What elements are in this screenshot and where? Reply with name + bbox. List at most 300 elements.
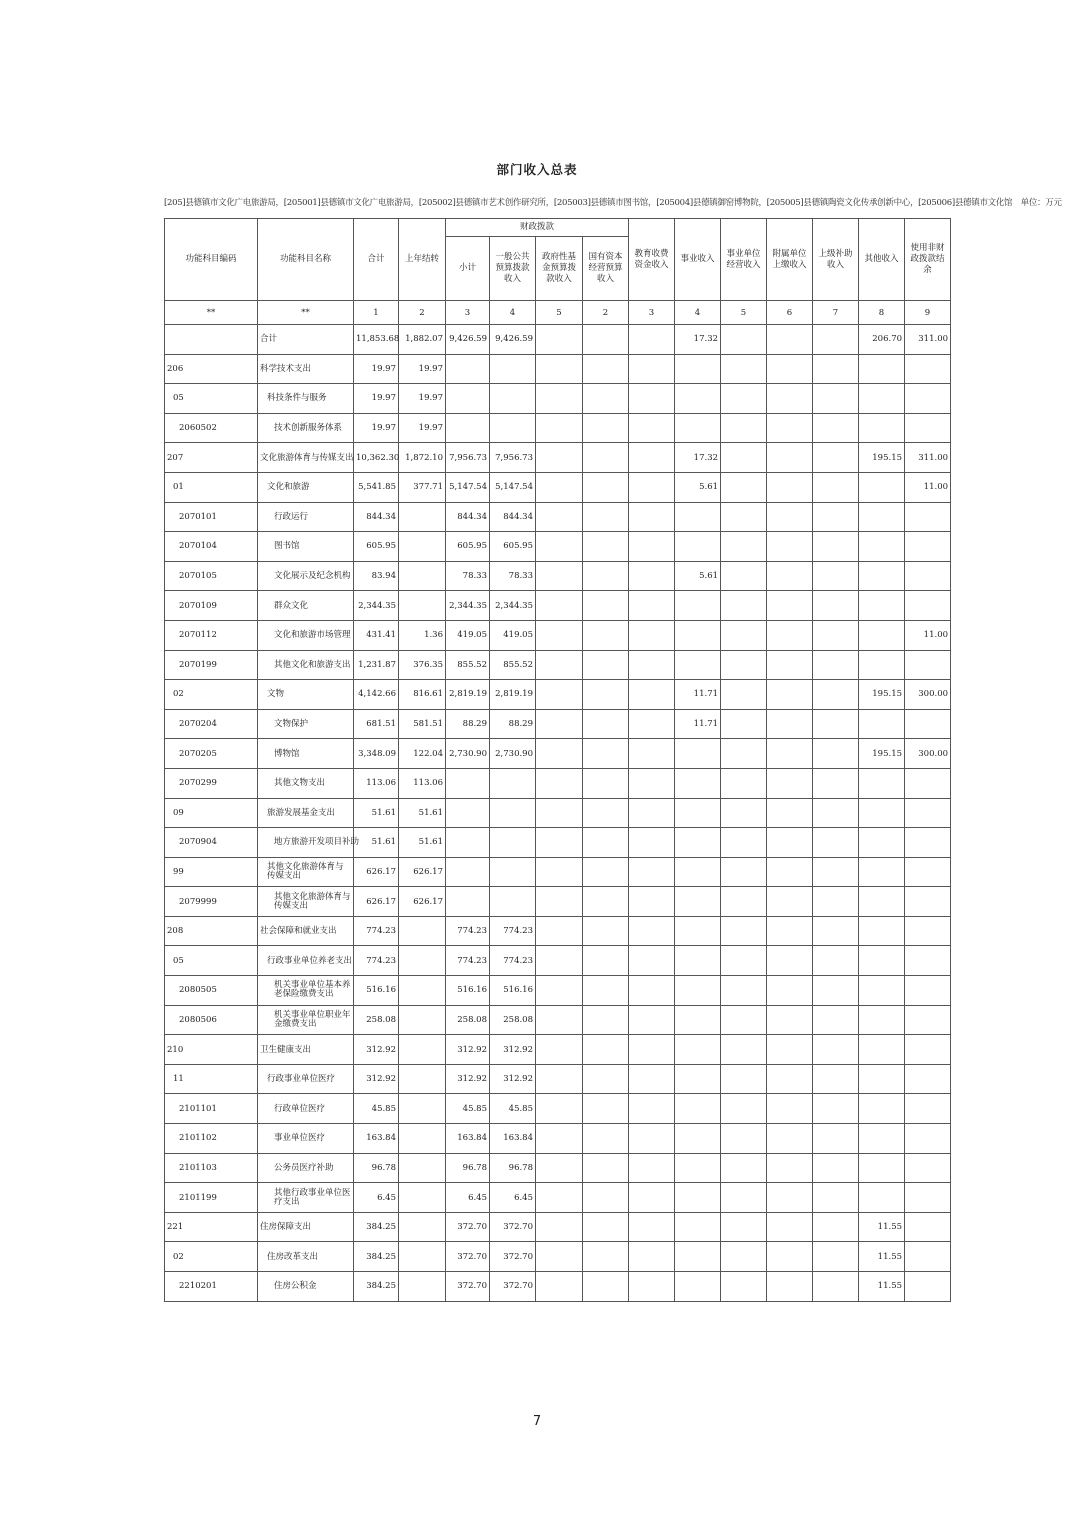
cell-carry: 122.04 bbox=[399, 739, 446, 769]
cell-subunit bbox=[767, 739, 813, 769]
cell-cap bbox=[583, 532, 629, 562]
cell-gov bbox=[536, 591, 583, 621]
table-row bbox=[165, 1183, 951, 1213]
cell-gov bbox=[536, 1242, 583, 1272]
cell-edu bbox=[629, 828, 675, 858]
table-row bbox=[165, 709, 951, 739]
cell-gen: 258.08 bbox=[490, 1005, 536, 1035]
cell-subunit bbox=[767, 1242, 813, 1272]
row-name: 机关事业单位基本养老保险缴费支出 bbox=[258, 976, 354, 1006]
cell-biz bbox=[721, 502, 767, 532]
col-sub-total: 小计 bbox=[446, 237, 490, 301]
cell-subunit bbox=[767, 887, 813, 917]
table-body bbox=[165, 325, 951, 1302]
col-name: 功能科目名称 bbox=[258, 219, 354, 301]
row-name: 群众文化 bbox=[258, 591, 354, 621]
cell-career bbox=[675, 1035, 721, 1065]
cell-other bbox=[859, 976, 905, 1006]
cell-subsidy bbox=[813, 1153, 859, 1183]
table-row bbox=[165, 325, 951, 355]
cell-subsidy bbox=[813, 354, 859, 384]
cell-cap bbox=[583, 591, 629, 621]
cell-sub: 605.95 bbox=[446, 532, 490, 562]
row-code: 2070205 bbox=[165, 739, 258, 769]
cell-total: 681.51 bbox=[354, 709, 399, 739]
cell-total: 51.61 bbox=[354, 798, 399, 828]
cell-subsidy bbox=[813, 413, 859, 443]
cell-gen: 2,819.19 bbox=[490, 680, 536, 710]
cell-sub bbox=[446, 413, 490, 443]
row-name: 文物 bbox=[258, 680, 354, 710]
table-row bbox=[165, 916, 951, 946]
cell-biz bbox=[721, 1183, 767, 1213]
row-name: 行政单位医疗 bbox=[258, 1094, 354, 1124]
cell-biz bbox=[721, 561, 767, 591]
cell-biz bbox=[721, 768, 767, 798]
row-code: 208 bbox=[165, 916, 258, 946]
col-fiscal: 财政拨款 bbox=[446, 219, 629, 237]
cell-cap bbox=[583, 325, 629, 355]
cell-cap bbox=[583, 1124, 629, 1154]
index-cell: 4 bbox=[490, 301, 536, 325]
table-row bbox=[165, 739, 951, 769]
cell-career bbox=[675, 620, 721, 650]
cell-other bbox=[859, 354, 905, 384]
cell-total: 96.78 bbox=[354, 1153, 399, 1183]
cell-nonfiscal bbox=[905, 1124, 951, 1154]
cell-gen: 163.84 bbox=[490, 1124, 536, 1154]
row-code: 05 bbox=[165, 384, 258, 414]
cell-gen: 45.85 bbox=[490, 1094, 536, 1124]
cell-edu bbox=[629, 739, 675, 769]
cell-other bbox=[859, 1124, 905, 1154]
row-code: 2070204 bbox=[165, 709, 258, 739]
row-name: 合计 bbox=[258, 325, 354, 355]
cell-gen bbox=[490, 798, 536, 828]
cell-edu bbox=[629, 1124, 675, 1154]
col-gov-fund: 政府性基金预算拨款收入 bbox=[536, 237, 583, 301]
cell-gov bbox=[536, 857, 583, 887]
cell-subunit bbox=[767, 768, 813, 798]
cell-total: 4,142.66 bbox=[354, 680, 399, 710]
cell-subunit bbox=[767, 354, 813, 384]
cell-cap bbox=[583, 1064, 629, 1094]
table-row bbox=[165, 798, 951, 828]
row-name: 地方旅游开发项目补助 bbox=[258, 828, 354, 858]
row-code: 11 bbox=[165, 1064, 258, 1094]
index-cell: 1 bbox=[354, 301, 399, 325]
cell-nonfiscal bbox=[905, 1094, 951, 1124]
index-cell: 3 bbox=[446, 301, 490, 325]
cell-subsidy bbox=[813, 887, 859, 917]
cell-edu bbox=[629, 887, 675, 917]
cell-subsidy bbox=[813, 680, 859, 710]
cell-edu bbox=[629, 709, 675, 739]
cell-subsidy bbox=[813, 976, 859, 1006]
col-total: 合计 bbox=[354, 219, 399, 301]
cell-subunit bbox=[767, 384, 813, 414]
cell-gov bbox=[536, 1064, 583, 1094]
cell-gen: 372.70 bbox=[490, 1272, 536, 1302]
cell-sub: 312.92 bbox=[446, 1035, 490, 1065]
cell-gen: 855.52 bbox=[490, 650, 536, 680]
cell-edu bbox=[629, 1272, 675, 1302]
cell-gen bbox=[490, 384, 536, 414]
cell-subunit bbox=[767, 916, 813, 946]
cell-nonfiscal bbox=[905, 768, 951, 798]
cell-subunit bbox=[767, 1153, 813, 1183]
cell-career bbox=[675, 591, 721, 621]
cell-career bbox=[675, 1183, 721, 1213]
cell-gov bbox=[536, 680, 583, 710]
cell-carry bbox=[399, 502, 446, 532]
row-code: 99 bbox=[165, 857, 258, 887]
cell-other: 11.55 bbox=[859, 1272, 905, 1302]
cell-subsidy bbox=[813, 1183, 859, 1213]
row-name: 行政事业单位养老支出 bbox=[258, 946, 354, 976]
cell-gov bbox=[536, 620, 583, 650]
cell-carry bbox=[399, 1272, 446, 1302]
cell-total: 113.06 bbox=[354, 768, 399, 798]
cell-cap bbox=[583, 709, 629, 739]
cell-subsidy bbox=[813, 620, 859, 650]
cell-sub: 372.70 bbox=[446, 1272, 490, 1302]
row-code: 02 bbox=[165, 680, 258, 710]
cell-edu bbox=[629, 1094, 675, 1124]
cell-sub bbox=[446, 857, 490, 887]
index-cell: ** bbox=[258, 301, 354, 325]
row-name: 行政运行 bbox=[258, 502, 354, 532]
cell-biz bbox=[721, 916, 767, 946]
index-cell: 5 bbox=[536, 301, 583, 325]
row-name: 卫生健康支出 bbox=[258, 1035, 354, 1065]
table-row bbox=[165, 1153, 951, 1183]
col-general: 一般公共预算拨款收入 bbox=[490, 237, 536, 301]
row-code: 2060502 bbox=[165, 413, 258, 443]
row-code: 2070199 bbox=[165, 650, 258, 680]
cell-edu bbox=[629, 768, 675, 798]
cell-gen bbox=[490, 768, 536, 798]
cell-nonfiscal bbox=[905, 1242, 951, 1272]
cell-subunit bbox=[767, 946, 813, 976]
cell-gov bbox=[536, 650, 583, 680]
cell-career: 11.71 bbox=[675, 709, 721, 739]
cell-subunit bbox=[767, 502, 813, 532]
cell-subunit bbox=[767, 591, 813, 621]
cell-gov bbox=[536, 1272, 583, 1302]
row-name: 文化和旅游市场管理 bbox=[258, 620, 354, 650]
cell-subunit bbox=[767, 680, 813, 710]
report-subtitle bbox=[164, 196, 1062, 208]
cell-total: 19.97 bbox=[354, 413, 399, 443]
row-name: 科学技术支出 bbox=[258, 354, 354, 384]
cell-gen: 9,426.59 bbox=[490, 325, 536, 355]
cell-subsidy bbox=[813, 946, 859, 976]
cell-sub: 7,956.73 bbox=[446, 443, 490, 473]
cell-career bbox=[675, 1153, 721, 1183]
cell-gov bbox=[536, 1124, 583, 1154]
cell-carry: 376.35 bbox=[399, 650, 446, 680]
cell-sub: 9,426.59 bbox=[446, 325, 490, 355]
cell-subsidy bbox=[813, 443, 859, 473]
cell-sub: 2,344.35 bbox=[446, 591, 490, 621]
cell-sub: 88.29 bbox=[446, 709, 490, 739]
cell-other bbox=[859, 1153, 905, 1183]
cell-biz bbox=[721, 976, 767, 1006]
cell-other bbox=[859, 1005, 905, 1035]
cell-total: 6.45 bbox=[354, 1183, 399, 1213]
cell-gov bbox=[536, 798, 583, 828]
row-code: 206 bbox=[165, 354, 258, 384]
row-name: 住房改革支出 bbox=[258, 1242, 354, 1272]
cell-biz bbox=[721, 857, 767, 887]
cell-total: 312.92 bbox=[354, 1064, 399, 1094]
unit-list: [205]县德镇市文化广电旅游局，[205001]县德镇市文化广电旅游局，[205002]县德镇市艺术创作研究所，[205003]县德镇市图书馆，[205004]县德镇御窑博物院，[205005]县德镇陶瓷文化传承创新中心，[205006]县德镇市文化馆 bbox=[164, 198, 1013, 208]
cell-cap bbox=[583, 650, 629, 680]
cell-career bbox=[675, 1064, 721, 1094]
cell-other bbox=[859, 561, 905, 591]
cell-subsidy bbox=[813, 709, 859, 739]
cell-cap bbox=[583, 1272, 629, 1302]
table-row bbox=[165, 532, 951, 562]
row-code: 210 bbox=[165, 1035, 258, 1065]
cell-gen bbox=[490, 354, 536, 384]
cell-nonfiscal bbox=[905, 1064, 951, 1094]
row-code: 2070904 bbox=[165, 828, 258, 858]
cell-subsidy bbox=[813, 1035, 859, 1065]
row-name: 其他文化旅游体育与传媒支出 bbox=[258, 887, 354, 917]
index-cell: 4 bbox=[675, 301, 721, 325]
cell-carry bbox=[399, 1212, 446, 1242]
cell-biz bbox=[721, 828, 767, 858]
cell-subsidy bbox=[813, 1124, 859, 1154]
row-code: 01 bbox=[165, 472, 258, 502]
cell-nonfiscal bbox=[905, 591, 951, 621]
cell-biz bbox=[721, 354, 767, 384]
cell-total: 312.92 bbox=[354, 1035, 399, 1065]
cell-subsidy bbox=[813, 1005, 859, 1035]
cell-edu bbox=[629, 354, 675, 384]
cell-other bbox=[859, 532, 905, 562]
cell-biz bbox=[721, 1094, 767, 1124]
cell-cap bbox=[583, 828, 629, 858]
row-name: 社会保障和就业支出 bbox=[258, 916, 354, 946]
cell-gov bbox=[536, 916, 583, 946]
col-state-cap: 国有资本经营预算收入 bbox=[583, 237, 629, 301]
cell-cap bbox=[583, 1005, 629, 1035]
table-row bbox=[165, 976, 951, 1006]
cell-career bbox=[675, 1242, 721, 1272]
cell-gen bbox=[490, 828, 536, 858]
row-name: 机关事业单位职业年金缴费支出 bbox=[258, 1005, 354, 1035]
cell-gov bbox=[536, 532, 583, 562]
row-name: 行政事业单位医疗 bbox=[258, 1064, 354, 1094]
cell-carry: 626.17 bbox=[399, 857, 446, 887]
cell-edu bbox=[629, 413, 675, 443]
cell-cap bbox=[583, 443, 629, 473]
cell-nonfiscal bbox=[905, 916, 951, 946]
cell-gen: 5,147.54 bbox=[490, 472, 536, 502]
cell-nonfiscal bbox=[905, 1272, 951, 1302]
table-row bbox=[165, 680, 951, 710]
cell-gen: 516.16 bbox=[490, 976, 536, 1006]
table-row bbox=[165, 1005, 951, 1035]
cell-gov bbox=[536, 1212, 583, 1242]
cell-gov bbox=[536, 384, 583, 414]
cell-carry bbox=[399, 916, 446, 946]
cell-other bbox=[859, 384, 905, 414]
cell-gov bbox=[536, 1183, 583, 1213]
cell-subsidy bbox=[813, 739, 859, 769]
cell-biz bbox=[721, 709, 767, 739]
cell-career bbox=[675, 1094, 721, 1124]
cell-nonfiscal bbox=[905, 709, 951, 739]
cell-other bbox=[859, 620, 905, 650]
cell-other bbox=[859, 916, 905, 946]
cell-career bbox=[675, 1005, 721, 1035]
cell-carry bbox=[399, 1035, 446, 1065]
index-cell: 2 bbox=[399, 301, 446, 325]
col-other: 其他收入 bbox=[859, 219, 905, 301]
cell-nonfiscal: 300.00 bbox=[905, 680, 951, 710]
row-name: 文化旅游体育与传媒支出 bbox=[258, 443, 354, 473]
cell-total: 19.97 bbox=[354, 384, 399, 414]
table-row bbox=[165, 1242, 951, 1272]
cell-other bbox=[859, 768, 905, 798]
cell-other: 206.70 bbox=[859, 325, 905, 355]
cell-total: 384.25 bbox=[354, 1272, 399, 1302]
cell-cap bbox=[583, 472, 629, 502]
cell-edu bbox=[629, 384, 675, 414]
cell-subunit bbox=[767, 1124, 813, 1154]
cell-carry bbox=[399, 1005, 446, 1035]
cell-sub: 258.08 bbox=[446, 1005, 490, 1035]
cell-sub: 5,147.54 bbox=[446, 472, 490, 502]
cell-gov bbox=[536, 768, 583, 798]
cell-carry bbox=[399, 1094, 446, 1124]
cell-carry: 816.61 bbox=[399, 680, 446, 710]
table-row bbox=[165, 1035, 951, 1065]
cell-biz bbox=[721, 325, 767, 355]
cell-subsidy bbox=[813, 561, 859, 591]
cell-total: 51.61 bbox=[354, 828, 399, 858]
cell-carry bbox=[399, 532, 446, 562]
cell-subunit bbox=[767, 650, 813, 680]
cell-carry bbox=[399, 1183, 446, 1213]
cell-sub: 96.78 bbox=[446, 1153, 490, 1183]
cell-gov bbox=[536, 354, 583, 384]
col-nonfiscal: 使用非财政拨款结余 bbox=[905, 219, 951, 301]
row-code: 2070299 bbox=[165, 768, 258, 798]
cell-other: 11.55 bbox=[859, 1212, 905, 1242]
cell-biz bbox=[721, 1124, 767, 1154]
cell-sub: 774.23 bbox=[446, 946, 490, 976]
cell-career: 17.32 bbox=[675, 325, 721, 355]
cell-biz bbox=[721, 591, 767, 621]
cell-edu bbox=[629, 857, 675, 887]
cell-career bbox=[675, 946, 721, 976]
cell-biz bbox=[721, 680, 767, 710]
cell-subunit bbox=[767, 798, 813, 828]
cell-nonfiscal bbox=[905, 532, 951, 562]
cell-subunit bbox=[767, 620, 813, 650]
row-name: 文化和旅游 bbox=[258, 472, 354, 502]
cell-gen: 844.34 bbox=[490, 502, 536, 532]
cell-career: 17.32 bbox=[675, 443, 721, 473]
col-edu: 教育收费资金收入 bbox=[629, 219, 675, 301]
cell-cap bbox=[583, 1212, 629, 1242]
cell-total: 431.41 bbox=[354, 620, 399, 650]
cell-carry bbox=[399, 561, 446, 591]
cell-cap bbox=[583, 887, 629, 917]
row-code: 221 bbox=[165, 1212, 258, 1242]
cell-total: 45.85 bbox=[354, 1094, 399, 1124]
cell-gen: 96.78 bbox=[490, 1153, 536, 1183]
index-cell: 8 bbox=[859, 301, 905, 325]
cell-edu bbox=[629, 443, 675, 473]
cell-edu bbox=[629, 591, 675, 621]
cell-other bbox=[859, 1035, 905, 1065]
cell-career bbox=[675, 768, 721, 798]
cell-biz bbox=[721, 384, 767, 414]
cell-other bbox=[859, 857, 905, 887]
cell-career bbox=[675, 976, 721, 1006]
cell-cap bbox=[583, 413, 629, 443]
cell-sub: 78.33 bbox=[446, 561, 490, 591]
cell-sub: 2,819.19 bbox=[446, 680, 490, 710]
cell-total: 258.08 bbox=[354, 1005, 399, 1035]
cell-nonfiscal bbox=[905, 857, 951, 887]
cell-career bbox=[675, 1124, 721, 1154]
row-name: 住房公积金 bbox=[258, 1272, 354, 1302]
cell-gen: 312.92 bbox=[490, 1035, 536, 1065]
cell-biz bbox=[721, 1035, 767, 1065]
cell-total: 83.94 bbox=[354, 561, 399, 591]
cell-subunit bbox=[767, 532, 813, 562]
table-row bbox=[165, 443, 951, 473]
cell-total: 10,362.30 bbox=[354, 443, 399, 473]
cell-career bbox=[675, 828, 721, 858]
cell-subsidy bbox=[813, 916, 859, 946]
cell-total: 3,348.09 bbox=[354, 739, 399, 769]
row-name: 旅游发展基金支出 bbox=[258, 798, 354, 828]
cell-other bbox=[859, 946, 905, 976]
cell-other: 195.15 bbox=[859, 680, 905, 710]
cell-nonfiscal bbox=[905, 887, 951, 917]
cell-gen bbox=[490, 413, 536, 443]
index-cell: ** bbox=[165, 301, 258, 325]
cell-cap bbox=[583, 946, 629, 976]
row-name: 科技条件与服务 bbox=[258, 384, 354, 414]
index-cell: 9 bbox=[905, 301, 951, 325]
cell-edu bbox=[629, 532, 675, 562]
table-row bbox=[165, 384, 951, 414]
cell-biz bbox=[721, 1064, 767, 1094]
cell-gen: 2,344.35 bbox=[490, 591, 536, 621]
cell-career bbox=[675, 1212, 721, 1242]
cell-edu bbox=[629, 1035, 675, 1065]
table-row bbox=[165, 768, 951, 798]
row-code: 2070104 bbox=[165, 532, 258, 562]
cell-sub bbox=[446, 768, 490, 798]
cell-gov bbox=[536, 561, 583, 591]
cell-total: 11,853.68 bbox=[354, 325, 399, 355]
cell-career: 11.71 bbox=[675, 680, 721, 710]
col-biz: 事业单位经营收入 bbox=[721, 219, 767, 301]
cell-subsidy bbox=[813, 1212, 859, 1242]
income-table bbox=[164, 218, 951, 1302]
cell-subunit bbox=[767, 413, 813, 443]
